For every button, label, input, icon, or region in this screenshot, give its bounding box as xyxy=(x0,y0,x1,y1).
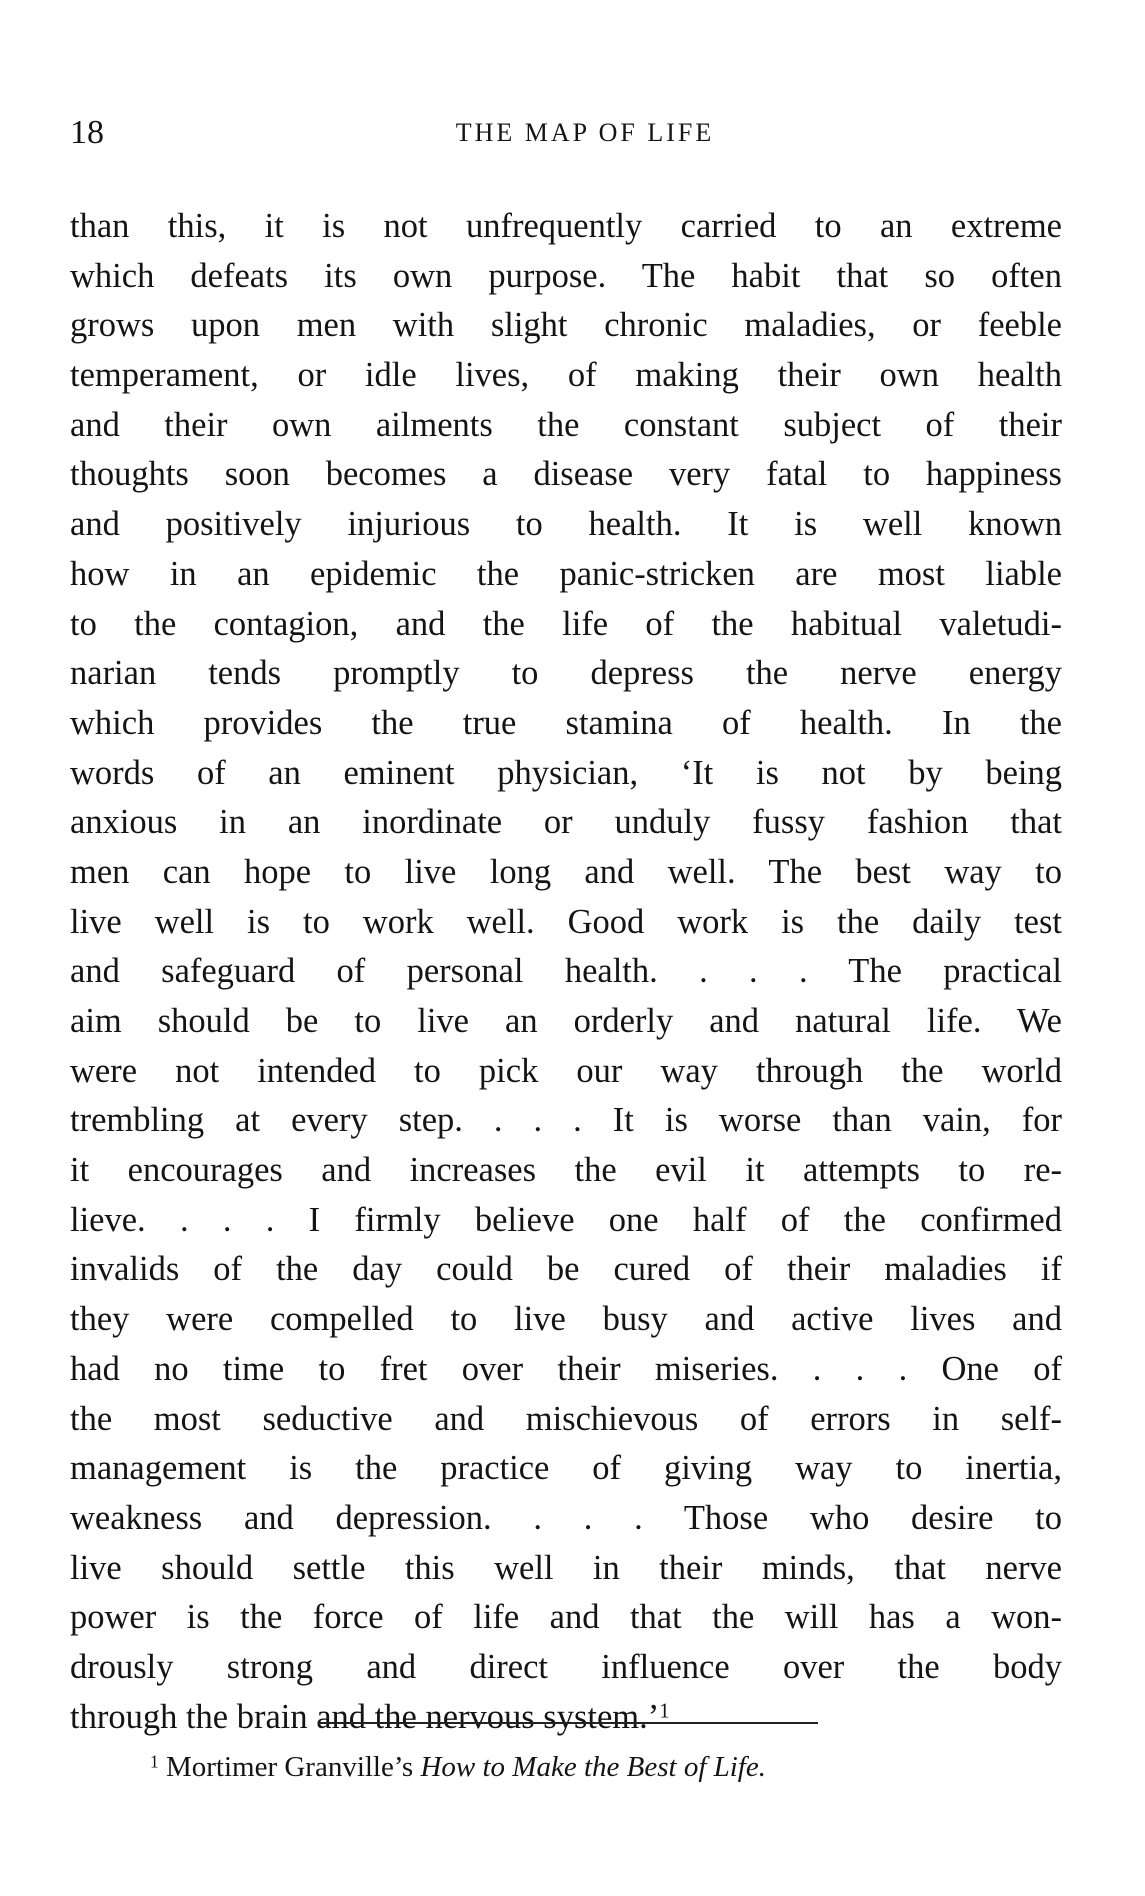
footnote-marker: 1 xyxy=(150,1751,159,1772)
text-line: how in an epidemic the panic-stricken are most liable xyxy=(70,554,1062,593)
footnote-book-title: How to Make the Best of Life. xyxy=(420,1751,766,1783)
text-line: men can hope to live long and well. The best way to xyxy=(70,852,1062,891)
text-line: words of an eminent physician, ‘It is not by being xyxy=(70,753,1062,792)
text-line: narian tends promptly to depress the nerve energy xyxy=(70,654,1062,693)
text-line: invalids of the day could be cured of their maladies if xyxy=(70,1250,1062,1289)
text-line: anxious in an inordinate or unduly fussy fashion that xyxy=(70,803,1062,842)
text-line: and their own ailments the constant subject of their xyxy=(70,405,1062,444)
running-head: THE MAP OF LIFE xyxy=(455,118,715,147)
text-line: lieve. . . . I firmly believe one half of the confirmed xyxy=(70,1200,1062,1239)
text-line: to the contagion, and the life of the habitual valetudi- xyxy=(70,604,1062,643)
text-line: temperament, or idle lives, of making their own health xyxy=(70,356,1062,395)
text-line: live should settle this well in their minds, that nerve xyxy=(70,1548,1062,1587)
text-line: and safeguard of personal health. . . . The practical xyxy=(70,952,1062,991)
text-line: which defeats its own purpose. The habit that so often xyxy=(70,256,1062,295)
text-line: live well is to work well. Good work is the daily test xyxy=(70,902,1062,941)
text-line: and positively injurious to health. It is well known xyxy=(70,505,1062,544)
text-line: which provides the true stamina of health. In the xyxy=(70,703,1062,742)
text-line-last xyxy=(70,1693,1062,1743)
footnote xyxy=(150,1745,1050,1789)
text-line: it encourages and increases the evil it attempts to re- xyxy=(70,1151,1062,1190)
text-line: trembling at every step. . . . It is worse than vain, for xyxy=(70,1101,1062,1140)
body-text xyxy=(70,202,1062,1742)
text-line: than this, it is not unfrequently carried to an extreme xyxy=(70,207,1062,245)
text-line: the most seductive and mischievous of errors in self- xyxy=(70,1399,1062,1438)
text-line: weakness and depression. . . . Those who desire to xyxy=(70,1498,1062,1537)
footnote-rule xyxy=(318,1722,818,1724)
text-line: aim should be to live an orderly and natural life. We xyxy=(70,1002,1062,1040)
text-line: drously strong and direct influence over the body xyxy=(70,1647,1062,1686)
text-line: had no time to fret over their miseries. . . . One of xyxy=(70,1349,1062,1388)
text-line: they were compelled to live busy and active lives and xyxy=(70,1300,1062,1339)
text-line: grows upon men with slight chronic maladies, or feeble xyxy=(70,306,1062,345)
page-number: 18 xyxy=(70,114,104,151)
text-line: power is the force of life and that the will has a won- xyxy=(70,1598,1062,1637)
text-line: management is the practice of giving way to inertia, xyxy=(70,1449,1062,1488)
last-line-text: through the brain and the nervous system.’ xyxy=(70,1697,660,1736)
page-header xyxy=(70,108,1060,158)
footnote-reference: 1 xyxy=(659,1700,670,1723)
footnote-author: Mortimer Granville’s xyxy=(165,1751,421,1783)
text-line: were not intended to pick our way through the world xyxy=(70,1051,1062,1090)
text-line: thoughts soon becomes a disease very fatal to happiness xyxy=(70,455,1062,494)
